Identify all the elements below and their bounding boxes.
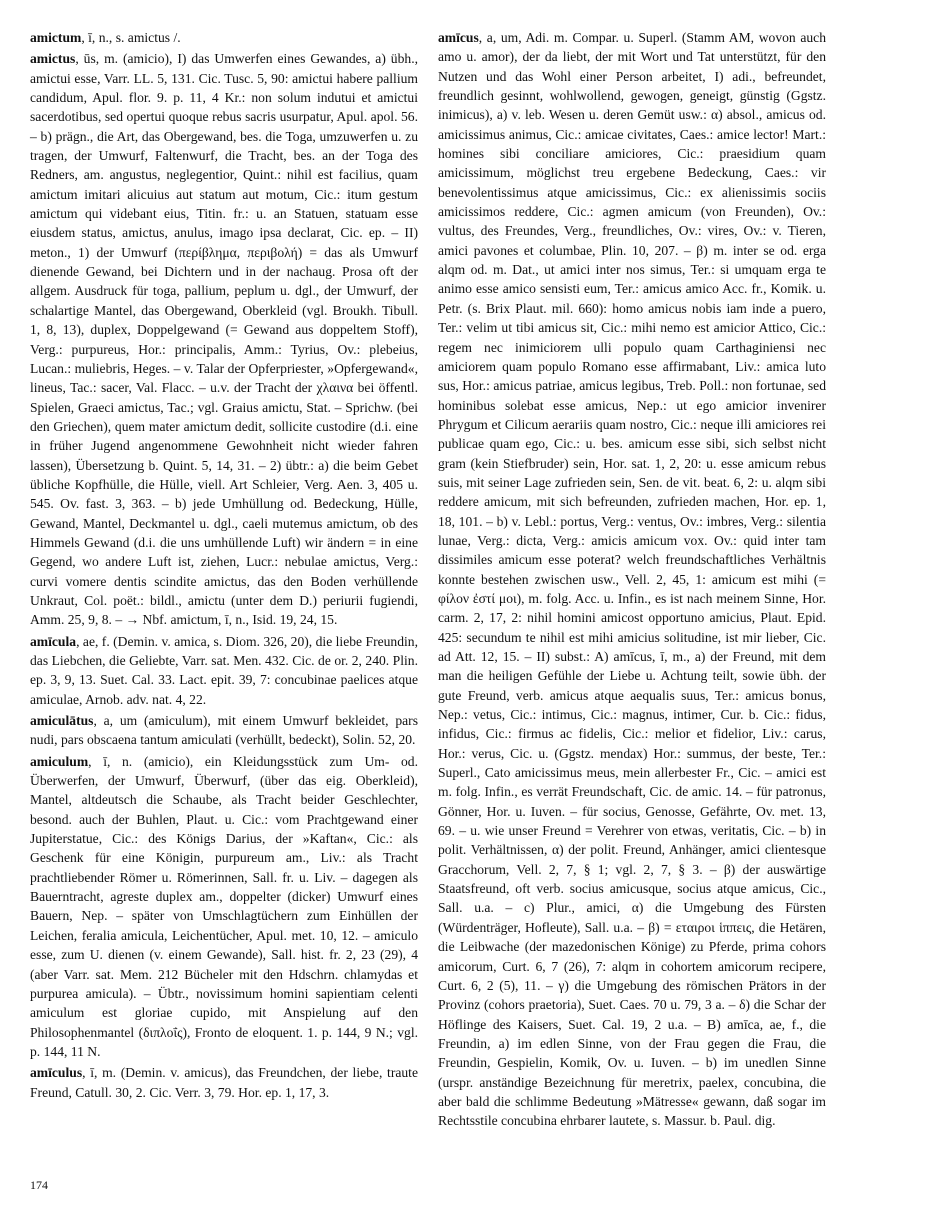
lemma: amīcula	[30, 633, 77, 649]
entry-amiculus	[30, 1063, 418, 1102]
entry-text: , a, um (amiculum), mit einem Umwurf bekleidet, pars nudi, pars obscaena tantum amiculati (verhüllt, bedeckt), Solin. 52, 20.	[30, 713, 418, 748]
lemma: amictus	[30, 51, 76, 67]
entry-amiculum	[30, 752, 418, 1062]
entry-text: , a, um, Adi. m. Compar. u. Superl. (Stamm AM, wovon auch amo u. amor), der da liebt, der mit Wort und Tat unterstützt, für den Nutzen und das Wohl einer Person arbeitet, I) adi., befreundet, freundlich gesinnt, wohlwollend, gewogen, geneigt, günstig (Ggstz. inimicus), a) v. leb. Wesen u. deren Gemüt usw.: α) absol., amicus od. amicissimus animus, Cic.: amicae civitates, Caes.: amice lector! Mart.: homines sibi conciliare amiciores, Cic.: praesidium quam amicissimum, möglichst treu ergebene Bedeckung, Caes.: vir benevolentissimus atque amicissimus, Cic.: ex alienissimis sociis amicissimos reddere, Cic.: agmen amicum (von Freunden), Ov.: vultus, des Freundes, Verg., freundliches, Ov.: vires, Ov.: v. Tieren, amici pavones et columbae, Plin. 10, 207. – β) m. inter se od. erga alqm od. m. Dat., ut amici inter nos simus, Ter.: si umquam erga te animo esse amico sensisti eum, Ter.: amicus amico Acc. fr., Komik. u. Petr. (s. Brix Plaut. mil. 660): homo amicus nobis iam inde a puero, Ter.: velim ut tibi amicus sit, Cic.: mihi nemo est amicior Attico, Cic.: regem nec inimiciorem ulli populo quam Carthaginiensi nec amiciorem quam populo Romano esse affirmabant, Liv.: amica luto sus, Hor.: amicus patriae, amicus legibus, Treb. Poll.: non fortunae, sed hominibus solebat esse amicus, Nep.: ut ego amicior invenirer Phrygum et Cilicum aerariis quam nostro, Cic.: neque illi amiciores rei publicae quam ego, Cic.: u. bes. amicum esse sibi, sich selbst nicht gram (kein Stiefbruder) sein, Hor. sat. 1, 2, 20: u. esse amicum rebus suis, mit seiner Lage zufrieden sein, Sen. de vit. beat. 6, 2: u. alqm sibi reddere amicum, mit sich befreunden, zufrieden machen, Hor. ep. 1, 18, 101. – b) v. Lebl.: portus, Verg.: ventus, Ov.: imbres, Verg.: silentia lunae, Verg.: dicta, Verg.: amicis amicum vox. Ov.: quid inter tam dissimiles amicum esse poterat? welch freundschaftliches Verhältnis konnte bestehen zwischen usw., Vell. 2, 45, 1: amicum est mihi (= φίλον ἐστί μοι), m. folg. Acc. u. Infin., es ist nach meinem Sinne, Hor. carm. 2, 17, 2: nihil homini amicost opportuno amicius, Plaut. Epid. 425: secundum te nihil est mihi amicius solitudine, ist mir lieber, Cic. ad Att. 12, 15. – II) subst.: A) amīcus, ī, m., a) der Freund, mit dem man die heiligen Gefühle der Liebe u. Achtung teilt, sowie übh. der gute Freund, verb. amicus atque aequalis suus, Ter.: amicus bonus, Nep.: vetus, Cic.: intimus, Cic.: magnus, intimer, Cur. b. Cic.: fidus, infidus, Cic.: firmus ac fidelis, Cic.: melior et fidelior, Liv.: carus, Hor.: verus, Cic. u. (Ggstz. mendax) Hor.: summus, der beste, Ter.: Superl., Cato amicissimus meus, mein allerbester Fr., Cic. – amici est m. folg. Infin., es verrät Freundschaft, Cic. de amic. 14. – für patronus, Gönner, Hor. u. Iuven. – für socius, Genosse, Gefährte, Ov. met. 13, 69. – u. wie unser Freund = Verehrer von etwas, veritatis, Cic. – b) in polit. Verhältnissen, α) der polit. Freund, Anhänger, amici clientesque Gracchorum, Vell. 2, 7, § 1; vgl. 2, 7, § 3. – β) der auswärtige Staatsfreund, oft verb. socius amicusque, socius atque amicus, Cic., Sall. u.a. – c) Plur., amici, α) die Umgebung des Fürsten (Würdenträger, Hofleute), Sall. u.a. – β) = εταιροι ἱππεις, die Hetären, die Leibwache (der mazedonischen Könige) zu Pferde, prima cohors amicorum, Curt. 6, 7 (26), 7: alqm in cohortem amicorum recipere, Curt. 6, 2 (5), 11. – γ) die Umgebung des römischen Prätors in der Provinz (cohors praetoria), Suet. Caes. 70 u. 79, 3 a. – δ) die Schar der Höflinge des Kaisers, Suet. Cal. 19, 2 u.a. – B) amīca, ae, f., die Freundin, a) im edlen Sinne, von der Frau gegen die Frau, die Freundin, Gespielin, Komik, Ov. u. Iuven. – b) im unedlen Sinne (urspr. anständige Bezeichnung für meretrix, paelex, concubina, die aber bald die schlimme Bedeutung »Mätresse« gewann, daß sogar im Rechtsstile concubina ehrbarer lautete, s. Massur. b. Paul. dig.	[438, 30, 826, 1129]
entry-text: , ī, n. (amicio), ein Kleidungsstück zum Um- od. Überwerfen, der Umwurf, Überwurf, (über das eig. Oberkleid), Mantel, altdeutsch die Schaube, als Tracht beider Geschlechter, besond. auch der Buhlen, Plaut. u. Cic.: vom Prachtgewand einer Jupiterstatue, Cic.: des Königs Darius, der »Kaftan«, Cic.: als Geschenk für eine Königin, purpureum am., Liv.: als Tracht prachtliebender Römer u. Römerinnen, Sall. fr. u. Liv. – dagegen als Bauerntracht, agreste duplex am., doppelter (dicker) Umwurf eines Bauern, Nep. – später von Umschlagtüchern zum Einhüllen der Leichen, feralia amicula, Leichentücher, Apul. met. 10, 12. – amiculo esse, zum U. dienen (v. einem Gewande), Sall. hist. fr. 2, 23 (29), 4 (aber Varr. sat. Mem. 212 Bücheler mit den Hdschrn. chlamydas et purpurea amicula). – Übtr., novissimum homini sapientiam celenti amiculum est gloriae cupido, mit Anspielung auf den Philosophenmantel (διπλοΐς), Fronto de eloquent. 1. p. 144, 9 N.; vgl. p. 144, 11 N.	[30, 753, 418, 1059]
left-column	[30, 28, 418, 1104]
entry-text: , ī, n., s. amictus /.	[81, 30, 181, 45]
lemma: amiculātus	[30, 713, 94, 729]
lemma: amiculum	[30, 753, 89, 769]
entry-amictum	[30, 28, 418, 47]
page-number: 174	[30, 1178, 48, 1192]
right-column	[438, 28, 826, 1133]
entry-amicus	[438, 28, 826, 1131]
entry-text: , ūs, m. (amicio), I) das Umwerfen eines Gewandes, a) übh., amictui esse, Varr. LL. 5, 131. Cic. Tusc. 5, 90: amictui habere pallium candidum, Apul. flor. 9. p. 11, 4 Kr.: non solum indutui et amictui sacerdotibus, sed opertui quoque rebus sacris usurpatur, Apul. apol. 56. – b) prägn., die Art, das Obergewand, bes. die Toga, umzuwerfen u. zu tragen, der Umwurf, Faltenwurf, die Tracht, bes. an der Toga des Redners, am. angustus, neglegentior, Quint.: nihil est facilius, quam amictum imitari alicuius aut statum aut motum, Cic.: itum gestum amictum qui videbant eius, Titin. fr.: u. an Statuen, statuam esse eiusdem status, amictus, anulus, imago ipsa declarat, Cic. ep. – II) meton., 1) der Umwurf (περίβλημα, περιβολή) = das als Umwurf dienende Gewand, bei Dichtern und in der nachaug. Prosa oft der allgem. Ausdruck für toga, pallium, peplum u. dgl., der Umwurf, der schalartige Mantel, das Obergewand, Oberkleid (vgl. Broukh. Tibull. 1, 8, 13), duplex, Doppelgewand (= Gewand aus doppeltem Stoff), Verg.: purpureus, Hor.: principalis, Amm.: Tyrius, Ov.: plebeius, Lucan.: muliebris, Heges. – v. Talar der Opferpriester, »Opfergewand«, lineus, Tac.: sacer, Val. Flacc. – u.v. der Tracht der χλαινα bei öffentl. Spielen, Graeci amictus, Tac.; vgl. Graius amictu, Stat. – Sprichw. (bei den Griechen), quem mater amictum dedit, sollicite custodire (d.i. eine in früher Jugend angenommene Gewohnheit nicht wieder fahren lassen), Übersetzung b. Quint. 5, 14, 31. – 2) übtr.: a) die beim Gebet übliche Kopfhülle, die Hülle, viell. Art Schleier, Verg. Aen. 3, 405 u. 545. Ov. fast. 3, 363. – b) jede Umhüllung od. Bedeckung, Hülle, Gewand, Mantel, Deckmantel u. dgl., caeli mutemus amictum, ob des Himmels Gewand (d.i. die uns umhüllende Luft) wir ändern = in eine Gegend, wo andere Luft ist, ziehen, Lucr.: nebulae amictus, Verg.: curvi vomere dentis scindite amictus, das den Boden verhüllende Unkraut, Col. poët.: bildl., amictu (unter dem D.) periurii fugiendi, Amm. 25, 9, 8. – → Nbf. amictum, ī, n., Isid. 19, 24, 15.	[30, 51, 418, 628]
entry-amicula	[30, 632, 418, 709]
lemma: amīcus	[438, 30, 479, 45]
entry-amiculatus	[30, 711, 418, 750]
lemma: amīculus	[30, 1065, 83, 1081]
lemma: amictum	[30, 30, 82, 45]
entry-amictus	[30, 49, 418, 629]
entry-text: , ae, f. (Demin. v. amica, s. Diom. 326, 20), die liebe Freundin, das Liebchen, die Geliebte, Varr. sat. Men. 432. Cic. de or. 2, 240. Plin. ep. 3, 9, 13. Suet. Cal. 33. Lact. epit. 39, 7: concubinae paelices atque amiculae, Arnob. adv. nat. 4, 22.	[30, 633, 418, 707]
entry-text: , ī, m. (Demin. v. amicus), das Freundchen, der liebe, traute Freund, Catull. 30, 2. Cic. Verr. 3, 79. Hor. ep. 1, 17, 3.	[30, 1065, 418, 1100]
